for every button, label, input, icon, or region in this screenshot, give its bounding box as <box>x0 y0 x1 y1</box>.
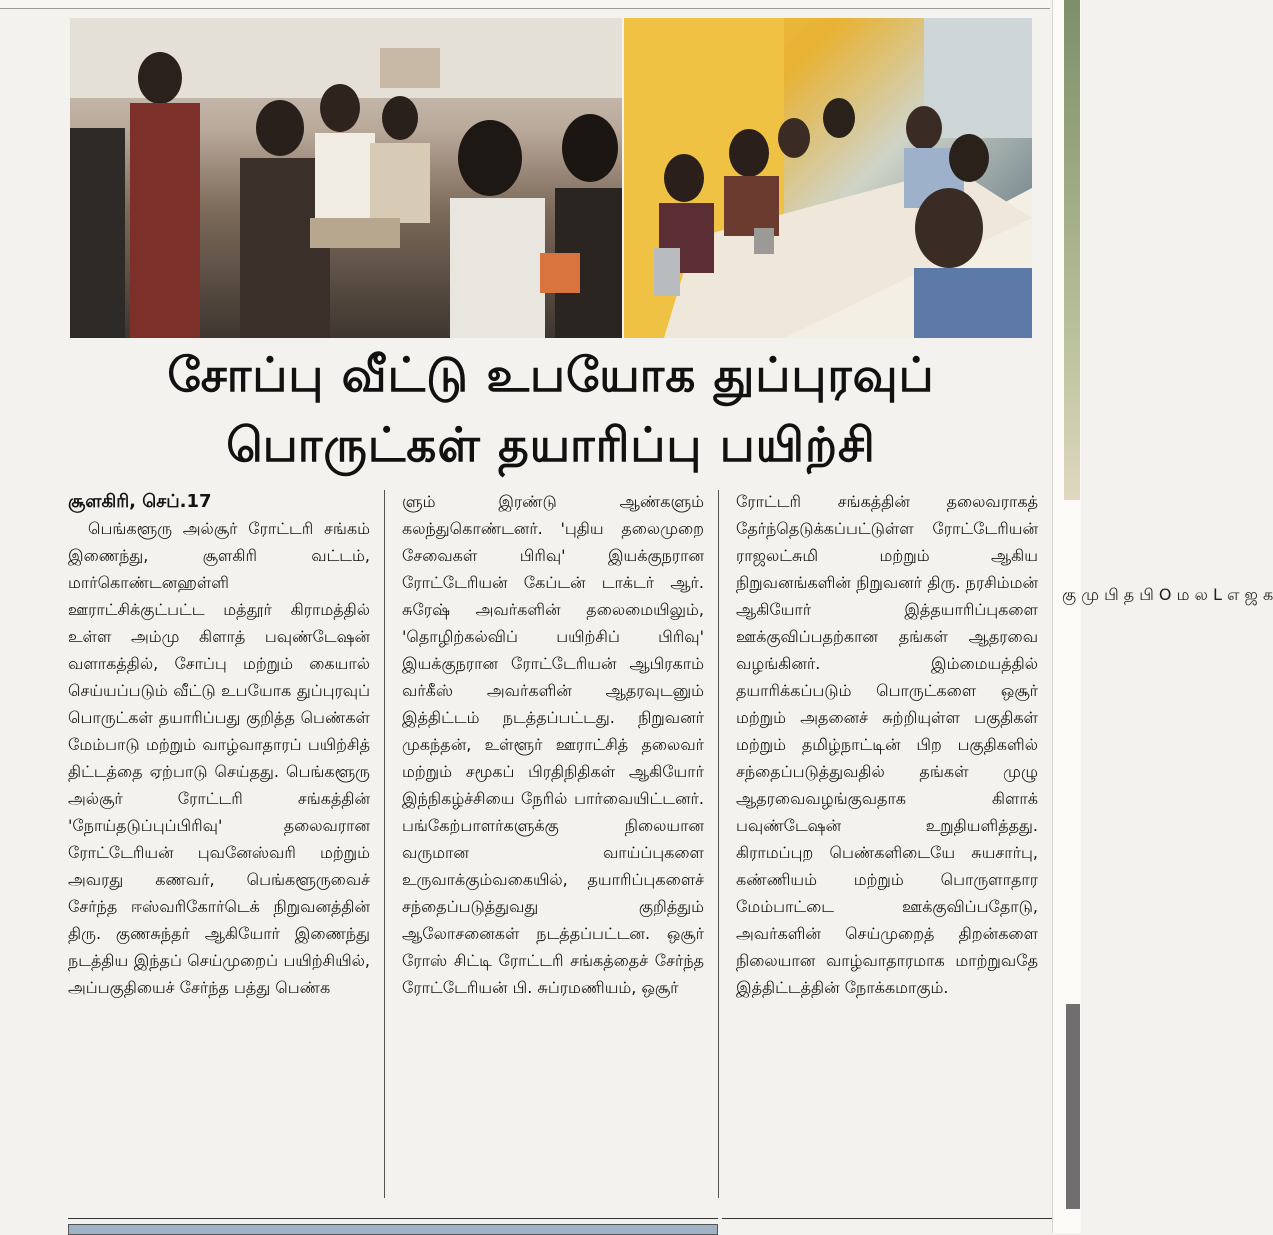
article-column-1 <box>68 488 370 1001</box>
headline-line-1: சோப்பு வீட்டு உபயோக துப்புரவுப் <box>167 348 935 403</box>
article-column-2-text: ளும் இரண்டு ஆண்களும் கலந்துகொண்டனர். 'புதிய தலைமுறை சேவைகள் பிரிவு' இயக்குநரான ரோட்டேரியன் கேப்டன் டாக்டர் ஆர். சுரேஷ் அவர்களின் தலைமையிலும், 'தொழிற்கல்விப் பயிற்சிப் பிரிவு' இயக்குநரான ரோட்டேரியன் ஆபிரகாம் வர்கீஸ் அவர்களின் ஆதரவுடனும் இத்திட்டம் நடத்தப்பட்டது. நிறுவனர் முகந்தன், உள்ளூர் ஊராட்சித் தலைவர் மற்றும் சமூகப் பிரதிநிதிகள் ஆகியோர் இந்நிகழ்ச்சியை நேரில் பார்வையிட்டனர். பங்கேற்பாளர்களுக்கு நிலையான வருமான வாய்ப்புகளை உருவாக்கும்வகையில், தயாரிப்புகளைச் சந்தைப்படுத்துவது குறித்தும் ஆலோசனைகள் நடத்தப்பட்டன. ஒசூர் ரோஸ் சிட்டி ரோட்டரி சங்கத்தைச் சேர்ந்த ரோட்டேரியன் பி. சுப்ரமணியம், ஒசூர் <box>402 492 704 997</box>
meeting-photo-illustration <box>624 18 1032 338</box>
article-column-3 <box>736 488 1038 1001</box>
next-article-photo-edge <box>68 1224 718 1235</box>
adjacent-photo-fragment <box>1064 0 1080 500</box>
top-rule <box>0 0 1050 9</box>
bottom-rule <box>722 1218 1052 1219</box>
training-photo-illustration <box>70 18 622 338</box>
dateline: சூளகிரி, செப்.17 <box>68 491 212 512</box>
article-column-2 <box>402 488 704 1001</box>
headline-line-2: பொருட்கள் தயாரிப்பு பயிற்சி <box>226 418 876 473</box>
column-divider <box>718 490 719 1198</box>
meeting-photo <box>624 18 1032 338</box>
adjacent-gray-box <box>1066 1004 1080 1209</box>
article-column-1-text: பெங்களூரு அல்சூர் ரோட்டரி சங்கம் இணைந்து, சூளகிரி வட்டம், மார்கொண்டனஹள்ளி ஊராட்சிக்குட்பட்ட மத்தூர் கிராமத்தில் உள்ள அம்மு கிளாத் பவுண்டேஷன் வளாகத்தில், சோப்பு மற்றும் கையால் செய்யப்படும் வீட்டு உபயோக துப்புரவுப் பொருட்கள் தயாரிப்பது குறித்த பெண்கள் மேம்பாடு மற்றும் வாழ்வாதாரப் பயிற்சித் திட்டத்தை ஏற்பாடு செய்தது. பெங்களூரு அல்சூர் ரோட்டரி சங்கத்தின் 'நோய்தடுப்புப்பிரிவு' தலைவரான ரோட்டேரியன் புவனேஸ்வரி மற்றும் அவரது கணவர், பெங்களூருவைச் சேர்ந்த ஈஸ்வரிகோர்டெக் நிறுவனத்தின் திரு. குணசுந்தர் ஆகியோர் இணைந்து நடத்திய இந்தப் செய்முறைப் பயிற்சியில், அப்பகுதியைச் சேர்ந்த பத்து பெண்க <box>68 519 370 997</box>
adjacent-article-fragment: கு மு பி த பி O ம ல L எ ஜ க <box>1062 585 1273 604</box>
training-photo <box>70 18 622 338</box>
article-column-3-text: ரோட்டரி சங்கத்தின் தலைவராகத் தேர்ந்தெடுக்கப்பட்டுள்ள ரோட்டேரியன் ராஜலட்சுமி மற்றும் ஆகிய நிறுவனங்களின் நிறுவனர் திரு. நரசிம்மன் ஆகியோர் இத்தயாரிப்புகளை ஊக்குவிப்பதற்கான தங்கள் ஆதரவை வழங்கினர். இம்மையத்தில் தயாரிக்கப்படும் பொருட்களை ஒசூர் மற்றும் அதனைச் சுற்றியுள்ள பகுதிகள் மற்றும் தமிழ்நாட்டின் பிற பகுதிகளில் சந்தைப்படுத்துவதில் தங்கள் முழு ஆதரவைவழங்குவதாக கிளாக் பவுண்டேஷன் உறுதியளித்தது. கிராமப்புற பெண்களிடையே சுயசார்பு, கண்ணியம் மற்றும் பொருளாதார மேம்பாட்டை ஊக்குவிப்பதோடு, அவர்களின் செய்முறைத் திறன்களை நிலையான வாழ்வாதாரமாக மாற்றுவதே இத்திட்டத்தின் நோக்கமாகும். <box>736 492 1038 997</box>
column-divider <box>384 490 385 1198</box>
bottom-rule <box>68 1218 718 1219</box>
